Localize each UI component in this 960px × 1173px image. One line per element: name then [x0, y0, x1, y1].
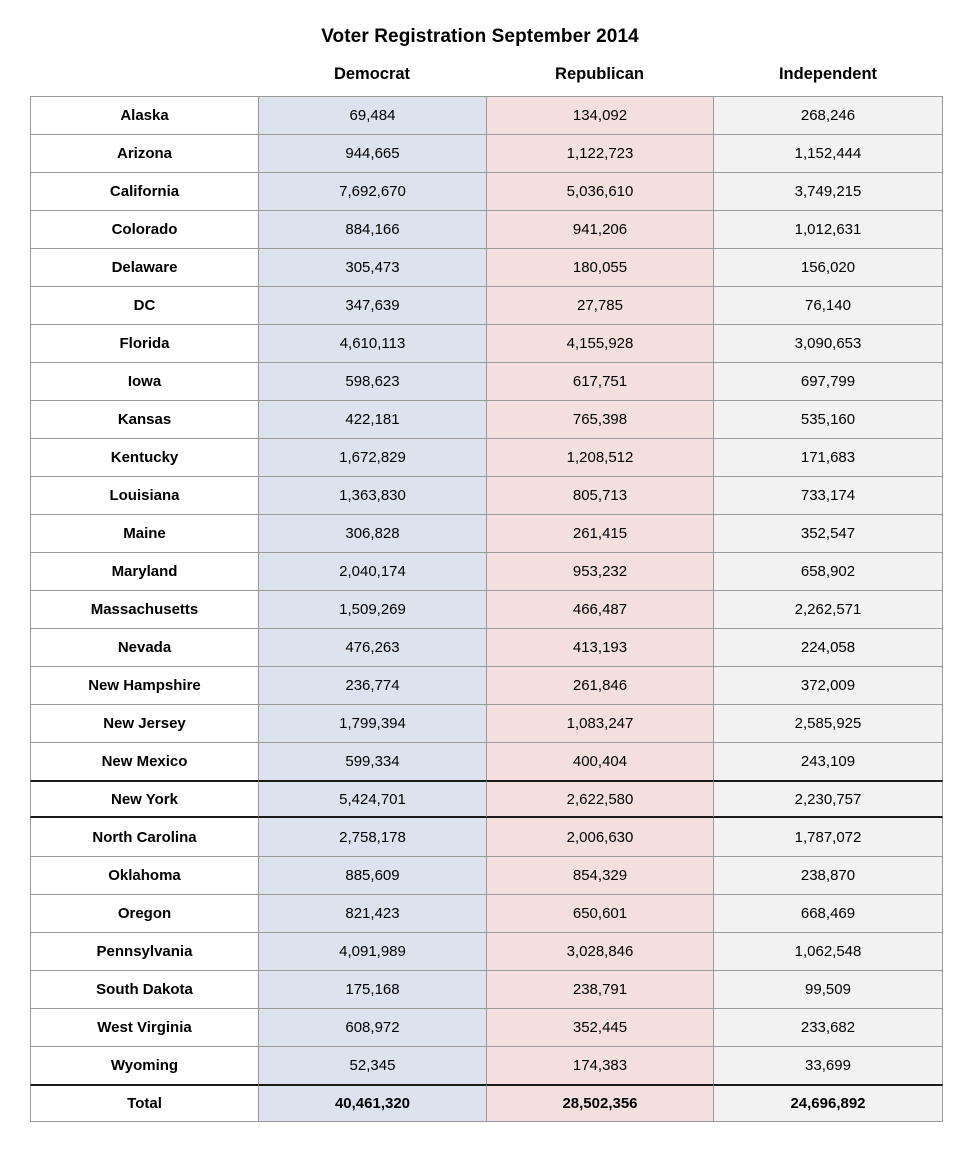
cell-independent: 1,152,444	[713, 134, 943, 172]
table-row	[30, 324, 943, 362]
cell-republican: 765,398	[486, 400, 713, 438]
cell-democrat: 4,091,989	[258, 932, 486, 970]
cell-democrat: 40,461,320	[258, 1084, 486, 1122]
cell-state: Louisiana	[30, 476, 258, 514]
cell-democrat: 2,040,174	[258, 552, 486, 590]
cell-republican: 941,206	[486, 210, 713, 248]
cell-republican: 1,083,247	[486, 704, 713, 742]
cell-republican: 1,122,723	[486, 134, 713, 172]
cell-state: DC	[30, 286, 258, 324]
table-row	[30, 172, 943, 210]
cell-republican: 180,055	[486, 248, 713, 286]
table-row	[30, 818, 943, 856]
cell-state: New Jersey	[30, 704, 258, 742]
column-header-independent: Independent	[778, 65, 878, 83]
cell-independent: 99,509	[713, 970, 943, 1008]
table-row	[30, 856, 943, 894]
column-header-republican: Republican	[555, 65, 644, 83]
cell-state: Wyoming	[30, 1046, 258, 1084]
cell-republican: 413,193	[486, 628, 713, 666]
cell-democrat: 598,623	[258, 362, 486, 400]
table-row	[30, 1046, 943, 1084]
cell-republican: 28,502,356	[486, 1084, 713, 1122]
cell-republican: 27,785	[486, 286, 713, 324]
cell-state: Massachusetts	[30, 590, 258, 628]
cell-state: Maryland	[30, 552, 258, 590]
cell-state: Pennsylvania	[30, 932, 258, 970]
cell-democrat: 306,828	[258, 514, 486, 552]
table-row	[30, 742, 943, 780]
cell-republican: 650,601	[486, 894, 713, 932]
cell-republican: 4,155,928	[486, 324, 713, 362]
cell-independent: 1,062,548	[713, 932, 943, 970]
cell-independent: 668,469	[713, 894, 943, 932]
cell-state: New York	[30, 780, 258, 818]
cell-state: Kentucky	[30, 438, 258, 476]
cell-state: Maine	[30, 514, 258, 552]
cell-republican: 854,329	[486, 856, 713, 894]
cell-independent: 76,140	[713, 286, 943, 324]
table-row	[30, 476, 943, 514]
cell-independent: 224,058	[713, 628, 943, 666]
table-row	[30, 704, 943, 742]
cell-state: Colorado	[30, 210, 258, 248]
cell-state: Oklahoma	[30, 856, 258, 894]
cell-republican: 466,487	[486, 590, 713, 628]
cell-state: Nevada	[30, 628, 258, 666]
cell-democrat: 5,424,701	[258, 780, 486, 818]
column-header-democrat: Democrat	[333, 65, 411, 83]
table-row	[30, 210, 943, 248]
cell-republican: 261,415	[486, 514, 713, 552]
cell-independent: 238,870	[713, 856, 943, 894]
cell-state: California	[30, 172, 258, 210]
cell-republican: 953,232	[486, 552, 713, 590]
cell-state: Total	[30, 1084, 258, 1122]
cell-state: South Dakota	[30, 970, 258, 1008]
cell-democrat: 1,509,269	[258, 590, 486, 628]
cell-democrat: 476,263	[258, 628, 486, 666]
table-row	[30, 438, 943, 476]
cell-republican: 1,208,512	[486, 438, 713, 476]
table-row	[30, 96, 943, 134]
cell-state: Delaware	[30, 248, 258, 286]
cell-independent: 658,902	[713, 552, 943, 590]
cell-republican: 352,445	[486, 1008, 713, 1046]
cell-democrat: 69,484	[258, 96, 486, 134]
cell-democrat: 347,639	[258, 286, 486, 324]
cell-democrat: 4,610,113	[258, 324, 486, 362]
cell-democrat: 1,799,394	[258, 704, 486, 742]
cell-democrat: 1,672,829	[258, 438, 486, 476]
table-row	[30, 628, 943, 666]
table-row	[30, 134, 943, 172]
cell-republican: 134,092	[486, 96, 713, 134]
cell-republican: 3,028,846	[486, 932, 713, 970]
cell-state: West Virginia	[30, 1008, 258, 1046]
table-row	[30, 666, 943, 704]
cell-independent: 2,230,757	[713, 780, 943, 818]
cell-state: Alaska	[30, 96, 258, 134]
cell-democrat: 599,334	[258, 742, 486, 780]
cell-independent: 3,749,215	[713, 172, 943, 210]
cell-independent: 733,174	[713, 476, 943, 514]
cell-democrat: 885,609	[258, 856, 486, 894]
cell-democrat: 236,774	[258, 666, 486, 704]
voter-registration-table	[30, 96, 943, 1122]
cell-independent: 1,787,072	[713, 818, 943, 856]
cell-democrat: 7,692,670	[258, 172, 486, 210]
cell-republican: 174,383	[486, 1046, 713, 1084]
table-row	[30, 894, 943, 932]
cell-democrat: 944,665	[258, 134, 486, 172]
cell-independent: 268,246	[713, 96, 943, 134]
cell-independent: 535,160	[713, 400, 943, 438]
cell-independent: 156,020	[713, 248, 943, 286]
table-row	[30, 400, 943, 438]
table-body	[30, 96, 943, 1122]
cell-independent: 243,109	[713, 742, 943, 780]
cell-democrat: 608,972	[258, 1008, 486, 1046]
table-row	[30, 552, 943, 590]
cell-state: Oregon	[30, 894, 258, 932]
cell-democrat: 422,181	[258, 400, 486, 438]
cell-independent: 233,682	[713, 1008, 943, 1046]
cell-independent: 2,585,925	[713, 704, 943, 742]
table-row	[30, 362, 943, 400]
cell-state: Florida	[30, 324, 258, 362]
cell-democrat: 175,168	[258, 970, 486, 1008]
cell-republican: 238,791	[486, 970, 713, 1008]
cell-independent: 352,547	[713, 514, 943, 552]
column-header-row	[30, 48, 943, 84]
cell-democrat: 1,363,830	[258, 476, 486, 514]
cell-independent: 171,683	[713, 438, 943, 476]
table-row	[30, 780, 943, 818]
table-row	[30, 1084, 943, 1122]
cell-state: Iowa	[30, 362, 258, 400]
cell-republican: 617,751	[486, 362, 713, 400]
page-title: Voter Registration September 2014	[321, 26, 639, 47]
cell-state: New Hampshire	[30, 666, 258, 704]
cell-republican: 261,846	[486, 666, 713, 704]
cell-independent: 33,699	[713, 1046, 943, 1084]
cell-state: Kansas	[30, 400, 258, 438]
cell-state: Arizona	[30, 134, 258, 172]
cell-democrat: 2,758,178	[258, 818, 486, 856]
table-row	[30, 970, 943, 1008]
table-row	[30, 286, 943, 324]
column-header-state	[30, 65, 258, 84]
cell-republican: 2,006,630	[486, 818, 713, 856]
cell-republican: 805,713	[486, 476, 713, 514]
cell-republican: 400,404	[486, 742, 713, 780]
table-row	[30, 514, 943, 552]
cell-independent: 697,799	[713, 362, 943, 400]
cell-independent: 3,090,653	[713, 324, 943, 362]
cell-state: North Carolina	[30, 818, 258, 856]
table-row	[30, 932, 943, 970]
cell-republican: 5,036,610	[486, 172, 713, 210]
cell-democrat: 821,423	[258, 894, 486, 932]
cell-independent: 24,696,892	[713, 1084, 943, 1122]
cell-republican: 2,622,580	[486, 780, 713, 818]
cell-independent: 2,262,571	[713, 590, 943, 628]
cell-democrat: 305,473	[258, 248, 486, 286]
cell-democrat: 884,166	[258, 210, 486, 248]
table-row	[30, 1008, 943, 1046]
table-row	[30, 590, 943, 628]
cell-independent: 372,009	[713, 666, 943, 704]
cell-democrat: 52,345	[258, 1046, 486, 1084]
cell-independent: 1,012,631	[713, 210, 943, 248]
table-row	[30, 248, 943, 286]
cell-state: New Mexico	[30, 742, 258, 780]
